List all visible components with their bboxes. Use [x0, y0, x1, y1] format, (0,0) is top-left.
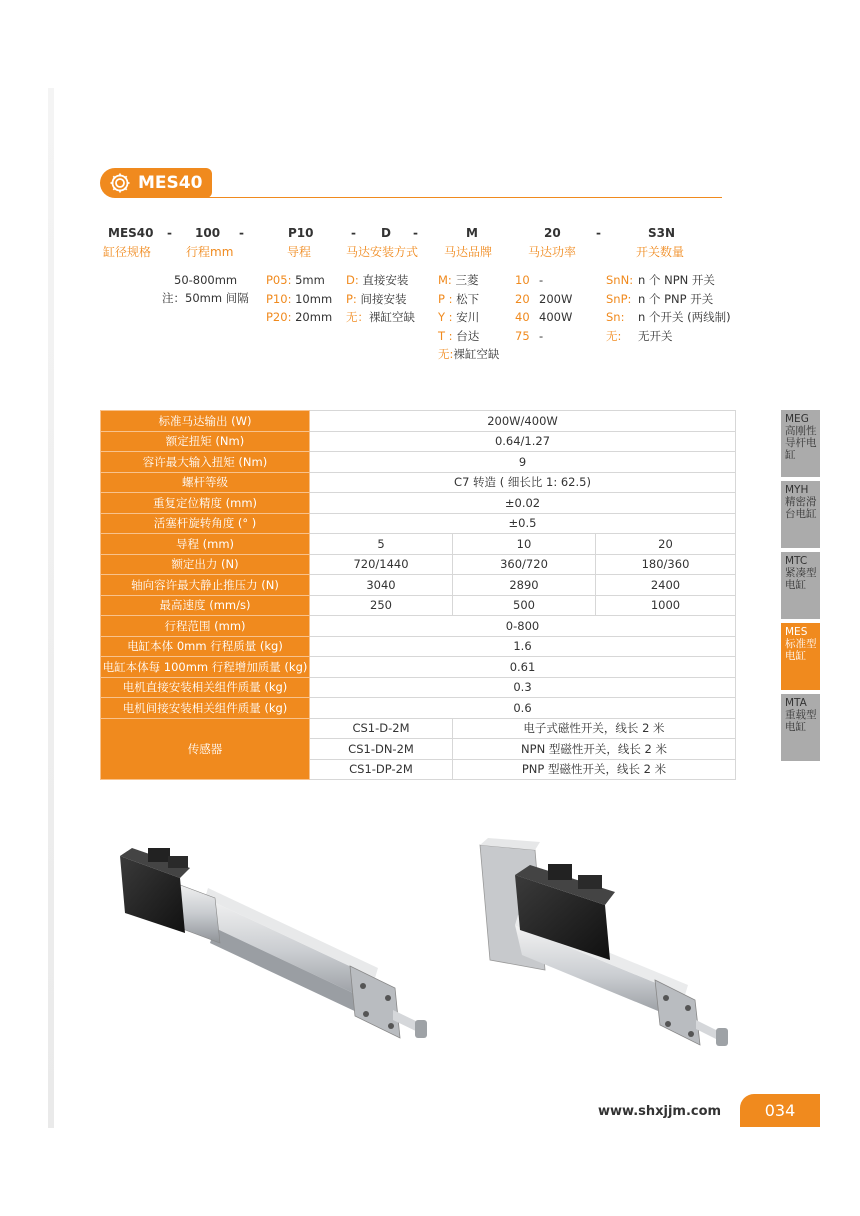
- code-dash: -: [239, 226, 244, 240]
- code-stroke: 100: [195, 226, 221, 240]
- mount-options: [346, 271, 415, 327]
- list-item: 无: 无开关: [606, 328, 673, 343]
- list-item: M: 三菱: [438, 273, 479, 287]
- brand-options: [438, 271, 499, 364]
- list-item: SnP: n 个 PNP 开关: [606, 291, 714, 306]
- switch-options: [606, 271, 731, 345]
- actuator-direct-mount-image: [110, 838, 440, 1058]
- label-bore: 缸径规格: [103, 245, 152, 259]
- code-bore: MES40: [108, 226, 154, 240]
- table-row: 轴向容许最大静止推压力 (N) 3040 2890 2400: [101, 575, 736, 596]
- code-lead: P10: [288, 226, 314, 240]
- power-options: [515, 271, 572, 345]
- label-brand: 马达品牌: [444, 245, 493, 259]
- tab-mes[interactable]: MES 标准型 电缸: [781, 623, 820, 690]
- model-title: MES40: [138, 173, 203, 193]
- code-mount: D: [381, 226, 391, 240]
- table-row: CS1-DP-2M PNP 型磁性开关，线长 2 米: [101, 759, 736, 780]
- label-mount: 马达安装方式: [346, 245, 419, 259]
- list-item: 75 -: [515, 328, 544, 343]
- table-row: 电机间接安装相关组件质量 (kg) 0.6: [101, 698, 736, 719]
- label-lead: 导程: [287, 245, 312, 259]
- actuator-indirect-mount-image: [470, 830, 740, 1060]
- code-switch: S3N: [648, 226, 676, 240]
- table-row: 电缸本体每 100mm 行程增加质量 (kg) 0.61: [101, 657, 736, 678]
- table-row: 传感器 CS1-D-2M 电子式磁性开关，线长 2 米: [101, 718, 736, 739]
- code-dash: -: [596, 226, 601, 240]
- table-row: 螺杆等级 C7 转造 ( 细长比 1: 62.5): [101, 472, 736, 493]
- list-item: 无：裸缸空缺: [346, 310, 415, 324]
- list-item: P: 间接安装: [346, 291, 407, 306]
- label-power: 马达功率: [528, 245, 577, 259]
- spec-table: [100, 410, 736, 780]
- table-row: 容许最大输入扭矩 (Nm) 9: [101, 452, 736, 473]
- table-row: 额定扭矩 (Nm) 0.64/1.27: [101, 431, 736, 452]
- stroke-range: 50-800mm: [174, 273, 238, 287]
- list-item: 无:裸缸空缺: [438, 347, 500, 361]
- list-item: P20: 20mm: [266, 310, 333, 324]
- list-item: P : 松下: [438, 291, 480, 306]
- model-title-badge: [100, 168, 212, 198]
- gear-icon: [108, 171, 132, 195]
- tab-mtc[interactable]: MTC 紧凑型 电缸: [781, 552, 820, 619]
- code-dash: -: [413, 226, 418, 240]
- page-edge-shadow: [48, 88, 54, 1128]
- list-item: Y : 安川: [438, 310, 480, 324]
- table-row: 最高速度 (mm/s) 250 500 1000: [101, 595, 736, 616]
- lead-options: [266, 271, 332, 327]
- table-row: 行程范围 (mm) 0-800: [101, 616, 736, 637]
- title-underline: [200, 197, 722, 198]
- table-row: CS1-DN-2M NPN 型磁性开关，线长 2 米: [101, 739, 736, 760]
- list-item: P05: 5mm: [266, 273, 325, 287]
- list-item: 20 200W: [515, 291, 573, 306]
- list-item: T : 台达: [438, 328, 480, 343]
- list-item: 40 400W: [515, 310, 573, 324]
- table-row: 标准马达输出 (W) 200W/400W: [101, 411, 736, 432]
- tab-myh[interactable]: MYH 精密滑 台电缸: [781, 481, 820, 548]
- stroke-note: 注：50mm 间隔: [162, 291, 249, 305]
- code-dash: -: [167, 226, 172, 240]
- code-brand: M: [466, 226, 478, 240]
- list-item: Sn: n 个开关 (两线制): [606, 310, 731, 324]
- list-item: P10: 10mm: [266, 291, 333, 306]
- table-row: 活塞杆旋转角度 (° ) ±0.5: [101, 513, 736, 534]
- stroke-options: [174, 271, 237, 290]
- table-row: 电缸本体 0mm 行程质量 (kg) 1.6: [101, 636, 736, 657]
- code-power: 20: [544, 226, 561, 240]
- label-stroke: 行程mm: [186, 245, 234, 259]
- label-switch: 开关数量: [636, 245, 685, 259]
- tab-meg[interactable]: MEG 高刚性 导杆电 缸: [781, 410, 820, 477]
- list-item: D: 直接安装: [346, 273, 409, 287]
- table-row: 重复定位精度 (mm) ±0.02: [101, 493, 736, 514]
- table-row: 电机直接安装相关组件质量 (kg) 0.3: [101, 677, 736, 698]
- code-dash: -: [351, 226, 356, 240]
- list-item: 10 -: [515, 273, 544, 287]
- tab-mta[interactable]: MTA 重载型 电缸: [781, 694, 820, 761]
- website-url[interactable]: www.shxjjm.com: [598, 1104, 722, 1119]
- page-number: 034: [740, 1094, 820, 1127]
- list-item: SnN: n 个 NPN 开关: [606, 273, 715, 287]
- table-row: 导程 (mm) 5 10 20: [101, 534, 736, 555]
- table-row: 额定出力 (N) 720/1440 360/720 180/360: [101, 554, 736, 575]
